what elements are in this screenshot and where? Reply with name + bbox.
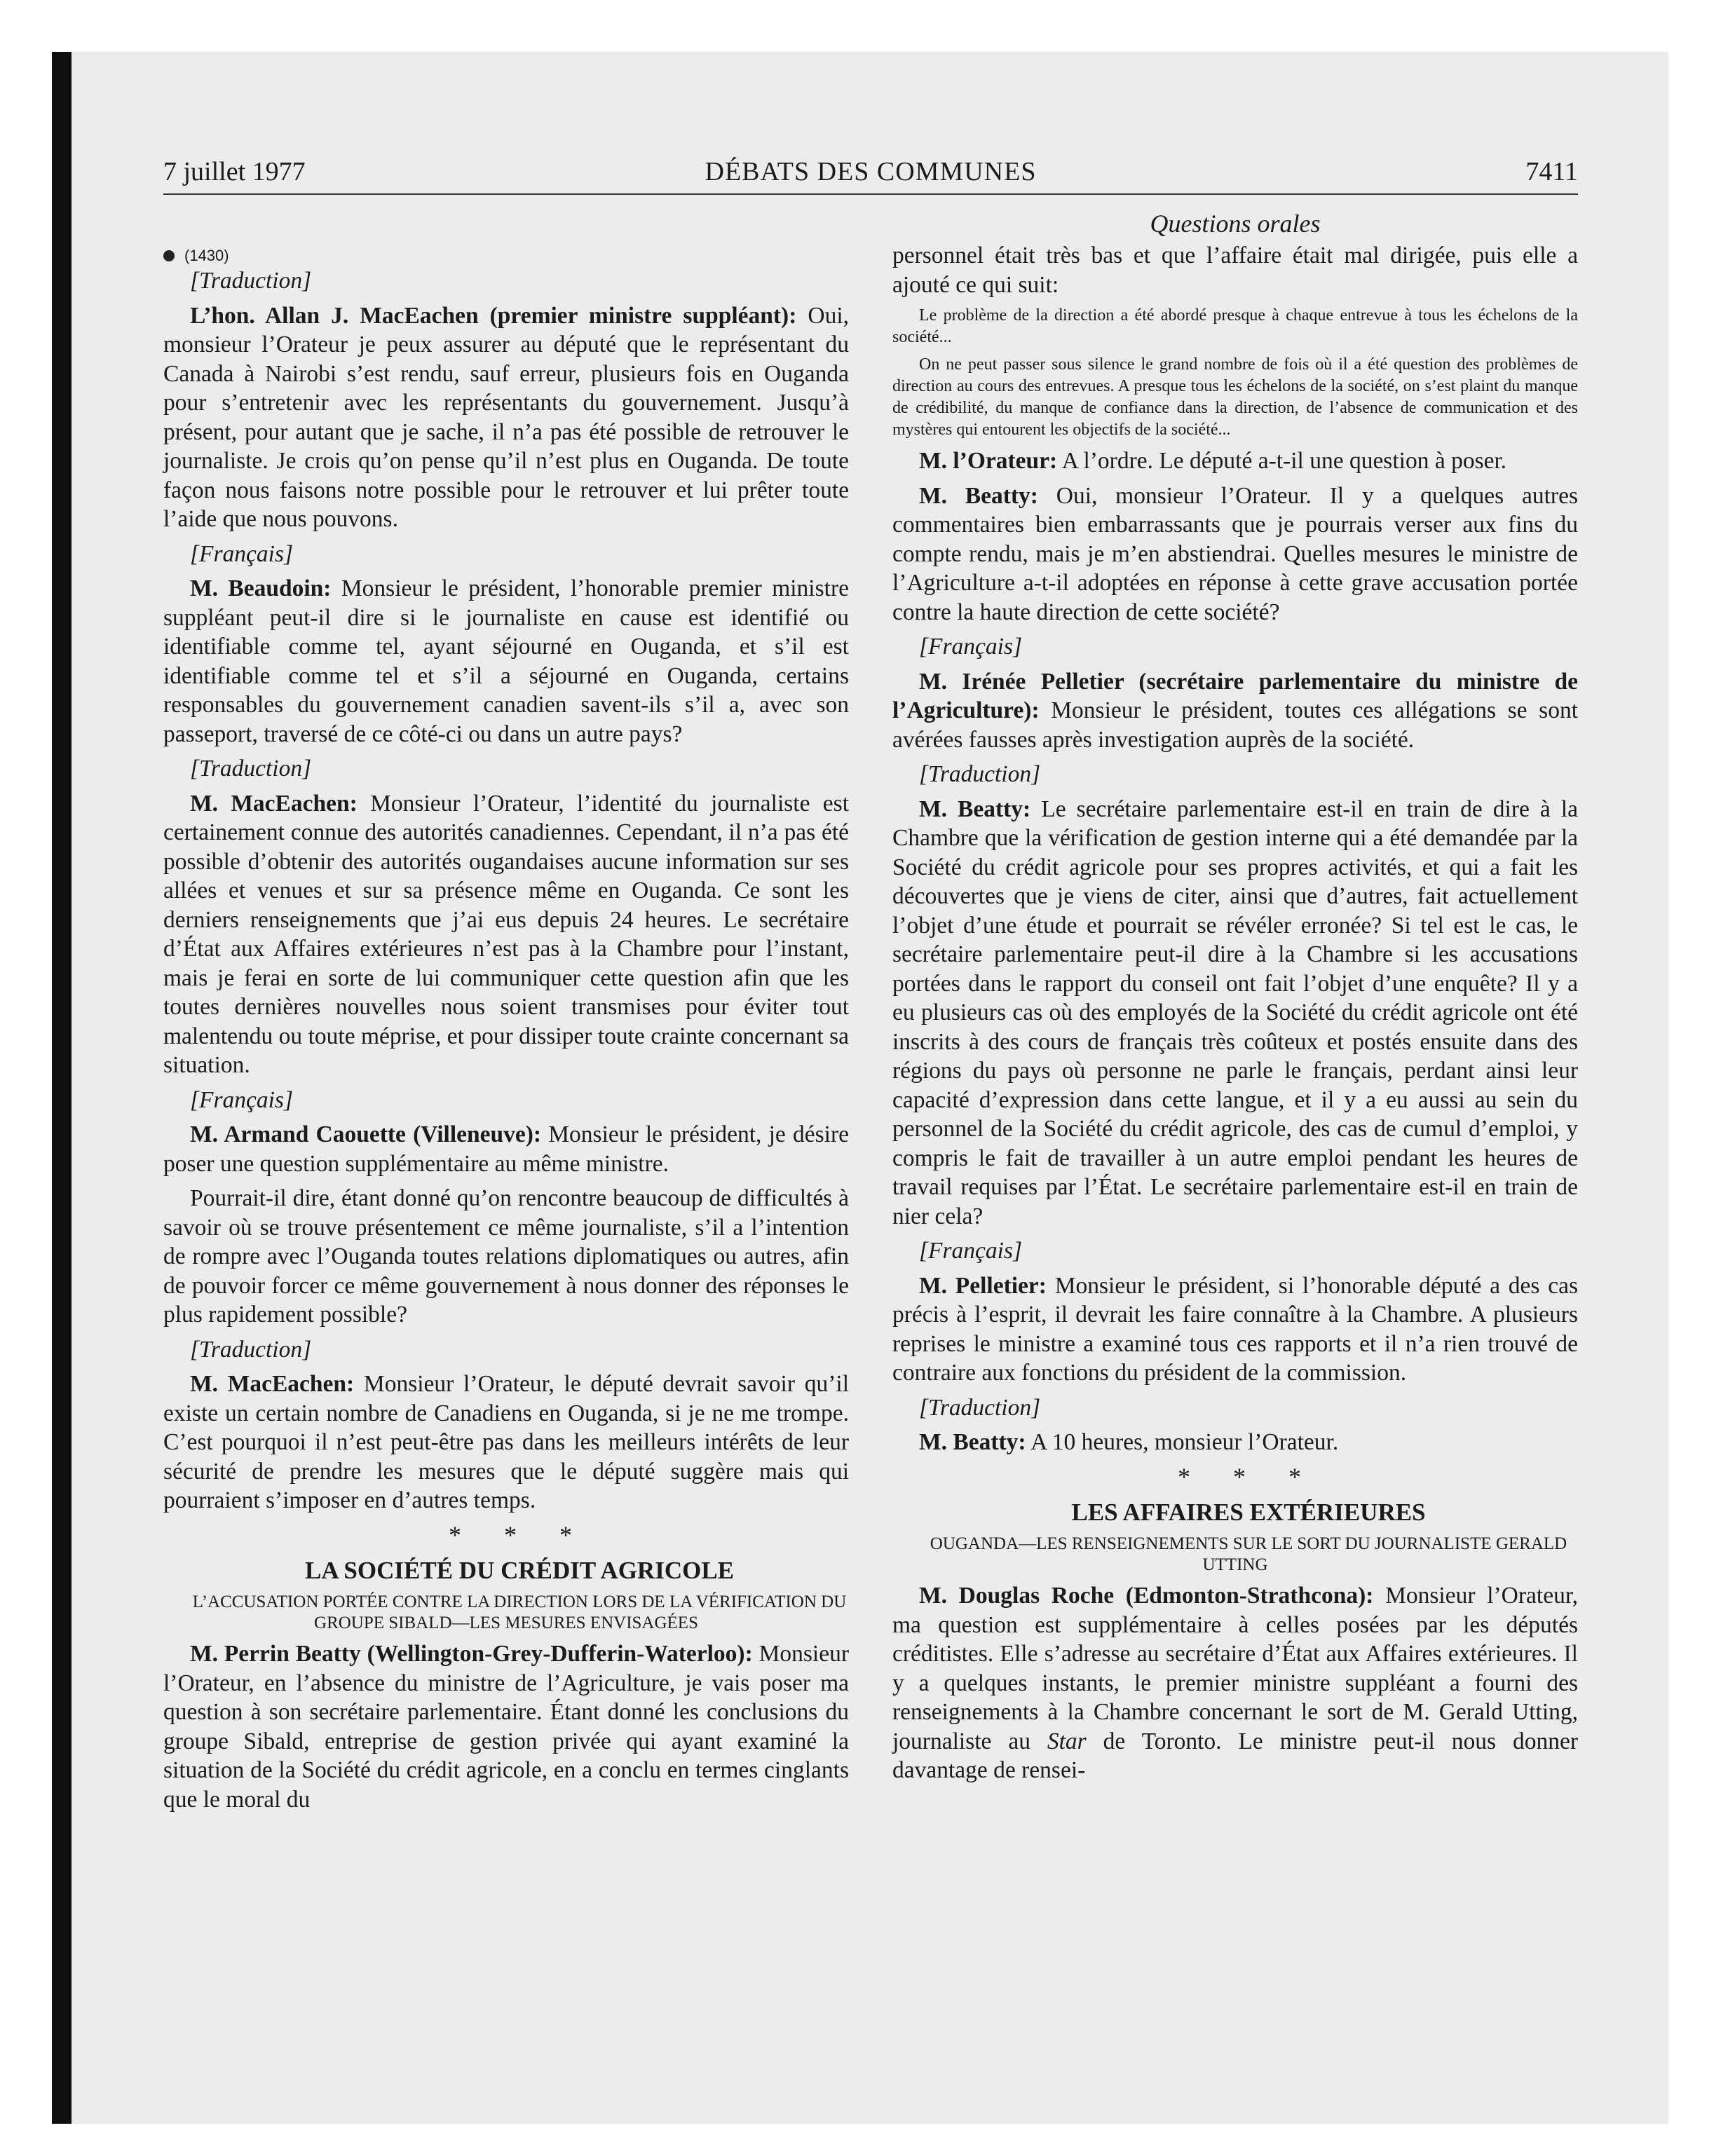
- header-date: 7 juillet 1977: [163, 157, 306, 186]
- language-tag: [Français]: [190, 540, 294, 567]
- speaker: M. MacEachen:: [190, 1371, 355, 1397]
- section-label: Questions orales: [1150, 210, 1321, 238]
- paragraph-text: Monsieur l’Orateur, en l’absence du ministre de l’Agriculture, je vais poser ma question à son secrétaire parlementaire. Étant donné les conclusions du groupe Sibald, entreprise de gestion privée qui ayant examiné la situation de la Société du crédit agricole, en a conclu en termes cinglants que le moral du: [163, 1641, 849, 1813]
- speaker: M. Beatty:: [919, 482, 1038, 509]
- section-heading: LES AFFAIRES EXTÉRIEURES: [1071, 1499, 1426, 1526]
- paragraph: [163, 1639, 849, 1814]
- paragraph: [892, 1428, 1578, 1457]
- paragraph-text: Monsieur le président, toutes ces allégations se sont avérées fausses après investigation auprès de la société.: [892, 697, 1578, 753]
- speaker: M. Pelletier:: [919, 1272, 1047, 1299]
- speaker: M. Armand Caouette (Villeneuve):: [190, 1121, 542, 1147]
- paragraph: [163, 789, 849, 1080]
- page: [163, 154, 1578, 2047]
- language-tag: [Français]: [919, 1238, 1023, 1264]
- header-title: DÉBATS DES COMMUNES: [705, 157, 1037, 186]
- left-column: [163, 245, 849, 1820]
- section-separator: * * *: [1178, 1462, 1319, 1491]
- paragraph: [892, 667, 1578, 755]
- section-separator: * * *: [449, 1520, 590, 1549]
- block-quote: On ne peut passer sous silence le grand nombre de fois où il a été question des problèmes de direction au cours des entrevues. A presque tous les échelons de la société, on s’est plaint du manque de crédibilité, du manque de confiance dans la direction, de l’absence de communication et des mystères qui entourent les objectifs de la société...: [892, 355, 1578, 439]
- language-tag: [Français]: [190, 1086, 294, 1113]
- language-tag: [Traduction]: [919, 1394, 1041, 1421]
- block-quote: Le problème de la direction a été abordé presque à chaque entrevue à tous les échelons de la société...: [892, 306, 1578, 346]
- paragraph: [163, 301, 849, 534]
- time-marker: [163, 245, 849, 266]
- paragraph-text: Monsieur le président, l’honorable premier ministre suppléant peut-il dire si le journaliste en cause est identifié ou identifiable comme tel, ayant séjourné en Ouganda, et s’il est identifiable comme tel et s’il a séjourné en Ouganda, certains responsables du gouvernement canadien savent-ils s’il a, avec son passeport, traversé de ce côté-ci ou dans un autre pays?: [163, 575, 849, 747]
- language-tag: [Traduction]: [190, 1336, 312, 1363]
- paragraph-text: Le secrétaire parlementaire est-il en train de dire à la Chambre que la vérification de gestion interne qui a été demandée par la Société du crédit agricole pour ses propres activités, et qui a fait les découvertes que je viens de citer, ainsi que d’autres, fait actuellement l’objet d’une étude et pourrait se révéler erronée? Si tel est le cas, le secrétaire parlementaire peut-il dire à la Chambre si les accusations portées dans le rapport du conseil ont fait l’objet d’une enquête? Il y a eu plusieurs cas où des employés de la Société du crédit agricole ont été inscrits à des cours de français très coûteux et postés ensuite dans des régions du pays où personne ne parle le français, perdant ainsi leur capacité d’expression dans cette langue, et il y a eu aussi au sein du personnel de la Société du crédit agricole, des cas de cumul d’emploi, y compris le fait de travailler à un autre emploi pendant les heures de travail requises par l’État. Le secrétaire parlementaire est-il en train de nier cela?: [892, 796, 1578, 1229]
- language-tag: [Français]: [919, 634, 1023, 660]
- sub-heading: L’ACCUSATION PORTÉE CONTRE LA DIRECTION LORS DE LA VÉRIFICATION DU GROUPE SIBALD—LES MESURES ENVISAGÉES: [192, 1592, 847, 1632]
- language-tag: [Traduction]: [919, 761, 1041, 787]
- paragraph: Pourrait-il dire, étant donné qu’on rencontre beaucoup de difficultés à savoir où se trouve présentement ce même journaliste, s’il a l’intention de rompre avec l’Ouganda toutes relations diplomatiques ou autres, afin de pouvoir forcer ce même gouvernement à nous donner des réponses le plus rapidement possible?: [163, 1185, 849, 1328]
- paragraph: [163, 574, 849, 749]
- paragraph: [163, 1370, 849, 1515]
- speaker: L’hon. Allan J. MacEachen (premier ministre suppléant):: [190, 302, 797, 329]
- language-tag: [Traduction]: [190, 756, 312, 782]
- scan-edge: [52, 52, 72, 2124]
- paragraph-text: Monsieur l’Orateur, l’identité du journaliste est certainement connue des autorités canadiennes. Cependant, il n’a pas été possible d’obtenir des autorités ougandaises aucune information sur ses allées et venues et sur sa présence même en Ouganda. Ce sont les derniers renseignements que j’ai eus depuis 24 heures. Le secrétaire d’État aux Affaires extérieures n’est pas à la Chambre pour l’instant, mais je ferai en sorte de lui communiquer cette question afin que les toutes dernières nouvelles nous soient transmises pour éviter tout malentendu ou toute méprise, et pour dissiper toute crainte concernant sa situation.: [163, 790, 849, 1078]
- newspaper-name: Star: [1047, 1728, 1087, 1754]
- speaker: M. MacEachen:: [190, 790, 358, 817]
- sub-heading: OUGANDA—LES RENSEIGNEMENTS SUR LE SORT DU JOURNALISTE GERALD UTTING: [930, 1534, 1567, 1574]
- paragraph: [892, 795, 1578, 1231]
- paragraph-text: Monsieur l’Orateur, ma question est supplémentaire à celles posées par les députés créditistes. Elle s’adresse au secrétaire d’État aux Affaires extérieures. Il y a quelques instants, le premier ministre suppléant a fourni des renseignements à la Chambre concernant le sort de M. Gerald Utting, journaliste au: [892, 1583, 1579, 1754]
- paragraph: [892, 1581, 1578, 1785]
- header-page-number: 7411: [1525, 157, 1578, 186]
- time-marker-text: (1430): [184, 247, 229, 264]
- paragraph-text: A 10 heures, monsieur l’Orateur.: [1026, 1429, 1339, 1455]
- speaker: M. Beatty:: [919, 796, 1031, 822]
- paragraph-text: Monsieur l’Orateur, le député devrait savoir qu’il existe un certain nombre de Canadiens en Ouganda, si je ne me trompe. C’est pourquoi il n’est peut-être pas dans les meilleurs intérêts de leur sécurité de prendre les mesures que le député suggère mais qui pourraient s’imposer en d’autres temps.: [163, 1371, 850, 1513]
- speaker: M. Perrin Beatty (Wellington-Grey-Dufferin-Waterloo):: [190, 1641, 753, 1667]
- paragraph: [892, 1271, 1578, 1388]
- paragraph-text: Oui, monsieur l’Orateur je peux assurer au député que le représentant du Canada à Nairobi s’est rendu, sauf erreur, plusieurs fois en Ouganda pour s’entretenir avec les représentants du gouvernement. Jusqu’à présent, pour autant que je sache, il n’a pas été possible de retrouver le journaliste. Je crois qu’on pense qu’il n’est plus en Ouganda. De toute façon nous faisons notre possible pour le retrouver et lui prêter toute l’aide que nous pouvons.: [163, 302, 850, 532]
- bullet-dot-icon: [163, 250, 175, 261]
- speaker: M. Douglas Roche (Edmonton-Strathcona):: [919, 1583, 1374, 1609]
- right-column: [892, 241, 1578, 1791]
- paragraph-text: Monsieur le président, si l’honorable député a des cas précis à l’esprit, il devrait les faire connaître à la Chambre. A plusieurs reprises le ministre a examiné tous ces rapports et il n’a rien trouvé de contraire aux fonctions du président de la commission.: [892, 1272, 1579, 1386]
- paragraph-text: Monsieur le président, je désire poser une question supplémentaire au même ministre.: [163, 1121, 849, 1177]
- paragraph-text: de Toronto. Le ministre peut-il nous donner davantage de rensei-: [892, 1728, 1579, 1783]
- paragraph: [892, 482, 1578, 627]
- speaker: M. Beatty:: [919, 1429, 1026, 1455]
- language-tag: [Traduction]: [190, 268, 312, 294]
- paragraph: personnel était très bas et que l’affaire était mal dirigée, puis elle a ajouté ce qui suit:: [892, 243, 1578, 298]
- speaker: M. l’Orateur:: [919, 448, 1058, 474]
- speaker: M. Irénée Pelletier (secrétaire parlementaire du ministre de l’Agriculture):: [892, 668, 1578, 723]
- speaker: M. Beaudoin:: [190, 575, 332, 601]
- paragraph-text: Oui, monsieur l’Orateur. Il y a quelques autres commentaires bien embarrassants que je pourrais verser aux fins du compte rendu, mais je m’en abstiendrai. Quelles mesures le ministre de l’Agriculture a-t-il adoptées en réponse à cette grave accusation portée contre la haute direction de cette société?: [892, 482, 1578, 625]
- paragraph: [892, 446, 1578, 476]
- section-heading: LA SOCIÉTÉ DU CRÉDIT AGRICOLE: [304, 1557, 735, 1584]
- paragraph-text: A l’ordre. Le député a-t-il une question à poser.: [1057, 448, 1507, 474]
- paragraph: [163, 1120, 849, 1178]
- running-head: [163, 154, 1578, 195]
